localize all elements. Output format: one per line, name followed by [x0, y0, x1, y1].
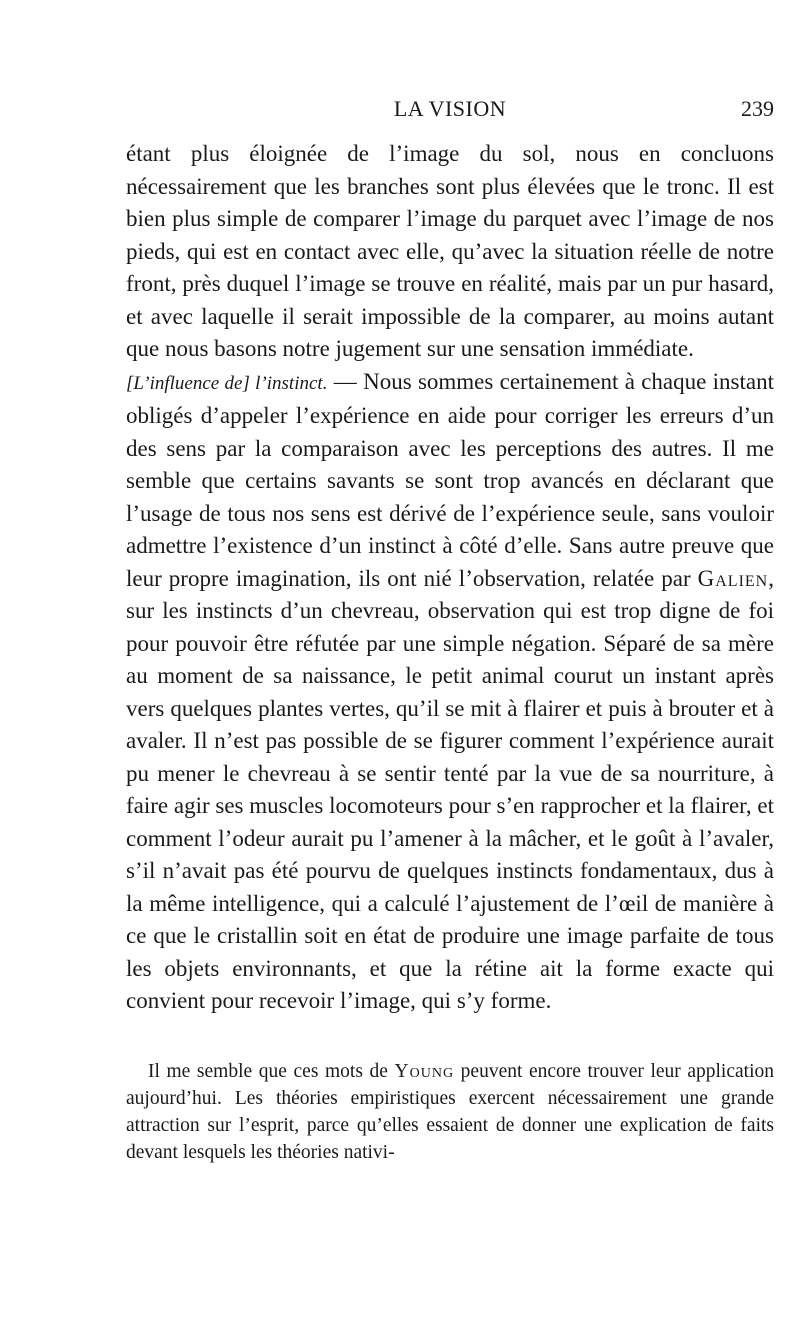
- footnote-block: [126, 1058, 774, 1166]
- author-name-galien: Galien: [697, 565, 769, 591]
- paragraph-1: étant plus éloignée de l’image du sol, nous en concluons nécessairement que les branches sont plus élevées que le tronc. Il est bien plus simple de comparer l’image du parquet avec l’image de nos pieds, qui est en contact avec elle, qu’avec la situation réelle de notre front, près duquel l’image se trouve en réalité, mais par un pur hasard, et avec laquelle il serait impossible de la comparer, au moins autant que nous basons notre jugement sur une sensation immédiate.: [126, 141, 774, 361]
- paragraph-2-text-b: , sur les instincts d’un chevreau, observation qui est trop digne de foi pour pouvoir être réfutée par une simple négation. Séparé de sa mère au moment de sa naissance, le petit animal courut un instant après vers quelques plantes vertes, qu’il se mit à flairer et puis à brouter et à avaler. Il n’est pas possible de se figurer comment l’expérience aurait pu mener le chevreau à se sentir tenté par la vue de sa nourriture, à faire agir ses muscles locomoteurs pour s’en rapprocher et la flairer, et comment l’odeur aurait pu l’amener à la mâcher, et le goût à l’avaler, s’il n’avait pas été pourvu de quelques instincts fondamentaux, dus à la même intelligence, qui a calculé l’ajustement de l’œil de manière à ce que le cristallin soit en état de produire une image parfaite de tous les objets environnants, et que la rétine ait la forme exacte qui convient pour recevoir l’image, qui s’y forme.: [126, 565, 774, 1013]
- footnote-text-b: peuvent encore trouver leur application aujourd’hui. Les théories empiristiques exercent nécessairement une grande attraction sur l’esprit, parce qu’elles essaient de donner une explication de faits devant lesquels les théories nativi-: [126, 1061, 774, 1163]
- footnote-text-a: Il me semble que ces mots de: [148, 1061, 395, 1082]
- running-title: LA VISION: [393, 96, 507, 121]
- author-name-young: Young: [394, 1061, 455, 1082]
- section-heading: [L’influence de] l’instinct.: [126, 372, 328, 394]
- running-head: [126, 94, 774, 124]
- main-text: [126, 138, 774, 1018]
- page-number: 239: [741, 96, 774, 121]
- paragraph-2-text-a: — Nous sommes certainement à chaque instant obligés d’appeler l’expérience en aide pour corriger les erreurs d’un des sens par la comparaison avec les perceptions des autres. Il me semble que certains savants se sont trop avancés en déclarant que l’usage de tous nos sens est dérivé de l’expérience seule, sans vouloir admettre l’existence d’un instinct à côté d’elle. Sans autre preuve que leur propre imagination, ils ont nié l’observation, relatée par: [126, 368, 774, 591]
- paragraph-2: [126, 366, 774, 1018]
- footnote-paragraph: [126, 1058, 774, 1166]
